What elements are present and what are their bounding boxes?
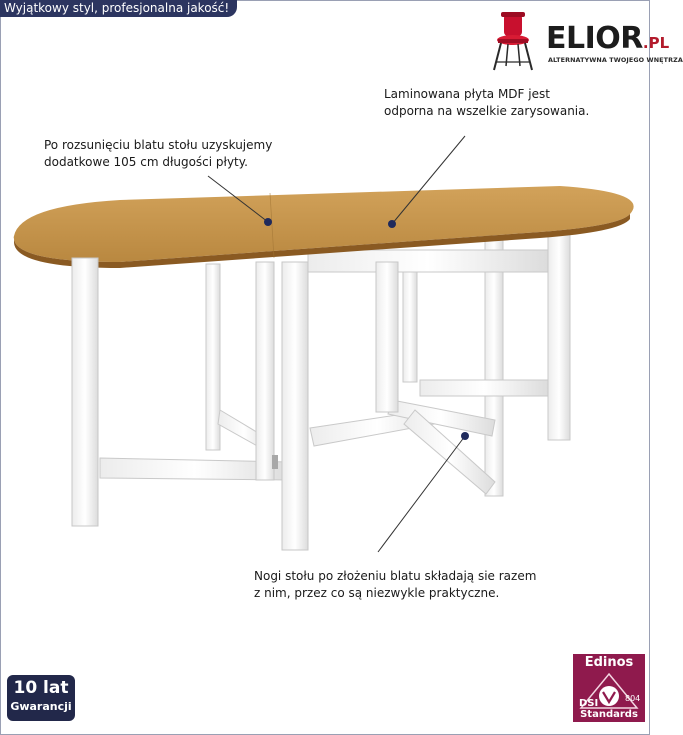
certification-brand: Edinos xyxy=(584,655,634,670)
annotation-folding-legs: Nogi stołu po złożeniu blatu składają sie razem z nim, przez co są niezwykle praktyczne. xyxy=(254,569,537,600)
table-stretchers xyxy=(100,380,548,494)
certification-label: Standards xyxy=(580,709,638,720)
brand-text: ELIOR xyxy=(546,21,643,56)
header-tagline: Wyjątkowy styl, profesjonalna jakość! xyxy=(0,0,237,17)
brand-tld: .PL xyxy=(642,34,670,52)
annotation-laminated-mdf: Laminowana płyta MDF jest odporna na wszelkie zarysowania. xyxy=(384,87,590,118)
warranty-years: 10 lat xyxy=(13,678,69,698)
certification-badge xyxy=(573,654,645,722)
annotation-extension-length: Po rozsunięciu blatu stołu uzyskujemy dodatkowe 105 cm długości płyty. xyxy=(44,138,273,169)
certification-code: DSI xyxy=(579,698,599,709)
warranty-label: Gwarancji xyxy=(10,700,72,713)
table-front-legs xyxy=(72,258,398,550)
brand-subtitle: ALTERNATYWNA TWOJEGO WNĘTRZA xyxy=(548,56,683,64)
hinge xyxy=(272,455,278,469)
certification-number: 804 xyxy=(625,694,641,703)
warranty-badge xyxy=(7,675,75,721)
